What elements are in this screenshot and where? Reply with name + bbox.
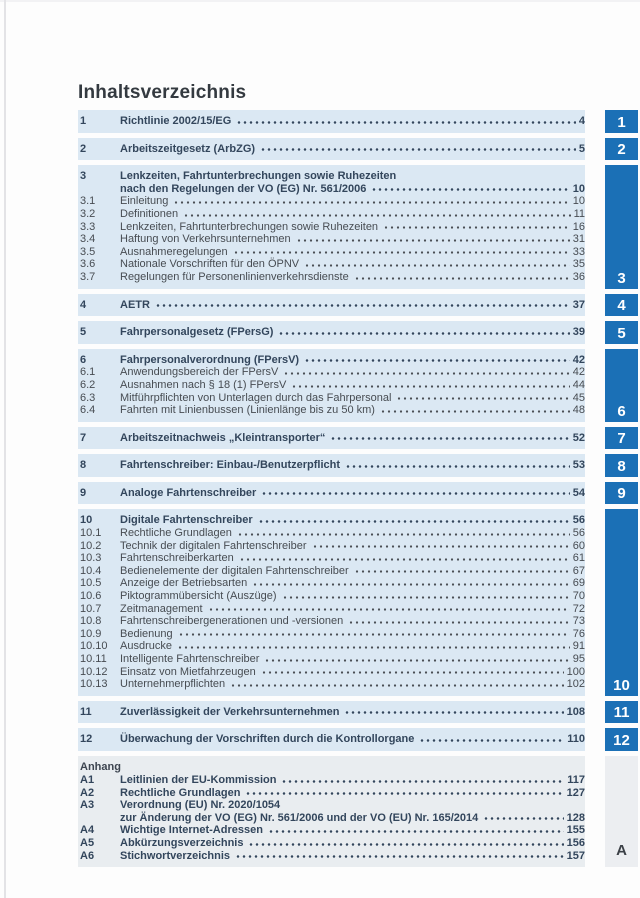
dot-leader [330, 433, 569, 443]
toc-block [78, 482, 626, 505]
chapter-tab: 9 [605, 482, 638, 505]
dot-leader [419, 735, 564, 745]
toc-blocks [78, 110, 630, 867]
page-number: 110 [567, 733, 585, 746]
toc-entry [78, 432, 585, 445]
toc-entry [78, 590, 585, 603]
page-number: 108 [566, 705, 585, 718]
chapter-tab: 7 [605, 427, 638, 450]
entry-number: 2 [80, 142, 87, 155]
entry-number: 10.12 [80, 665, 108, 678]
toc-block [78, 509, 630, 695]
entry-number: 10.13 [80, 678, 108, 691]
page-number: 61 [572, 552, 585, 565]
toc-entry [78, 299, 585, 312]
toc-entry [78, 603, 585, 616]
chapter-tab: 3 [605, 165, 638, 288]
dot-leader [282, 592, 570, 602]
entry-number: 10 [80, 514, 93, 527]
entry-title: Fahrtenschreiber: Einbau-/Benutzerpflicht [120, 459, 341, 472]
dot-leader [483, 813, 563, 823]
dot-leader [281, 776, 564, 786]
toc-entry [78, 366, 585, 379]
dot-leader [380, 406, 570, 416]
toc-entry [78, 774, 585, 787]
toc-entry [78, 733, 585, 746]
chapter-tab: 10 [605, 509, 638, 695]
entry-title: Anzeige der Betriebsarten [120, 577, 248, 590]
chapter-tab: 5 [605, 321, 638, 344]
entry-title: Ausnahmen nach § 18 (1) FPersV [120, 378, 287, 391]
page-number: 42 [572, 366, 585, 379]
entry-number: 3.5 [80, 245, 96, 258]
entry-title: Bedienung [120, 627, 173, 640]
entry-title: Fahrpersonalverordnung (FPersV) [120, 353, 300, 366]
entry-number: A4 [80, 824, 95, 837]
page-number: 102 [566, 678, 585, 691]
page-title: Inhaltsverzeichnis [78, 82, 247, 103]
toc-entry [78, 678, 585, 691]
dot-leader [283, 368, 569, 378]
entry-title: Lenkzeiten, Fahrtunterbrechungen sowie Ruhezeiten [120, 220, 379, 233]
entry-number: 6.3 [80, 391, 96, 404]
entry-number: 3.3 [80, 220, 96, 233]
page-number: 53 [572, 459, 585, 472]
toc-entry [78, 258, 585, 271]
toc-block [78, 294, 626, 317]
dot-leader [235, 851, 564, 861]
toc-block [78, 165, 626, 288]
toc-block [78, 701, 630, 724]
entry-title: Richtlinie 2002/15/EG [120, 115, 232, 127]
entry-number: 3.4 [80, 233, 96, 246]
toc-entry [78, 527, 585, 540]
dot-leader [278, 328, 569, 338]
entry-title: Verordnung (EU) Nr. 2020/1054 [120, 799, 281, 812]
chapter-tab: 8 [605, 454, 638, 477]
entry-title: Definitionen [120, 207, 179, 220]
toc-entry [78, 271, 585, 284]
toc-entry [78, 208, 585, 221]
entry-title: Zeitmanagement [120, 602, 203, 615]
entry-title: Bedienelemente der digitalen Fahrtenschreiber [120, 564, 349, 577]
page-number: 33 [572, 245, 585, 258]
entry-number: 10.1 [80, 527, 102, 540]
toc-entry [78, 170, 585, 183]
page-number: 157 [566, 849, 585, 862]
toc-block [78, 728, 630, 751]
entry-title: Unternehmerpflichten [120, 678, 226, 691]
toc-entry [78, 706, 585, 719]
toc-entry [78, 326, 585, 339]
page-number: 95 [572, 653, 585, 665]
dot-leader [261, 488, 569, 498]
dot-leader [296, 235, 570, 245]
toc-entry [78, 143, 585, 156]
page-number: 10 [572, 195, 585, 208]
chapter-tab: 1 [605, 110, 638, 133]
toc-entry [78, 246, 585, 259]
entry-number: 7 [80, 431, 87, 444]
page-number: 127 [566, 786, 585, 799]
toc-entry [78, 459, 585, 472]
toc-entry [78, 850, 585, 863]
entry-title: Technik der digitalen Fahrtenschreiber [120, 539, 307, 552]
entry-title: Überwachung der Vorschriften durch die Kontrollorgane [120, 733, 415, 746]
entry-number: 10.7 [80, 602, 102, 615]
entry-number: A3 [80, 799, 95, 812]
toc-content [78, 82, 630, 872]
toc-entry [78, 787, 585, 800]
page-number: 4 [578, 115, 585, 127]
toc-entry [78, 577, 585, 590]
entry-title: Piktogrammübersicht (Auszüge) [120, 590, 277, 603]
chapter-tab: 12 [605, 728, 638, 751]
entry-title: Lenkzeiten, Fahrtunterbrechungen sowie Ruhezeiten [120, 170, 397, 183]
chapter-tab: 11 [605, 701, 638, 724]
dot-leader [264, 655, 569, 665]
entry-number: 3.1 [80, 195, 96, 208]
page-number: 10 [572, 182, 585, 195]
entry-number: 10.8 [80, 615, 102, 628]
toc-entry [78, 221, 585, 234]
entry-title: Digitale Fahrtenschreiber [120, 514, 253, 527]
dot-leader [344, 707, 563, 717]
entry-number: 10.4 [80, 564, 102, 577]
page-number: 16 [572, 220, 585, 233]
toc-entry [78, 195, 585, 208]
dot-leader [258, 516, 570, 526]
entry-number: 10.2 [80, 539, 102, 552]
entry-number: 8 [80, 459, 87, 472]
dot-leader [260, 144, 576, 154]
entry-number: A1 [80, 773, 95, 786]
entry-number: 1 [80, 115, 87, 127]
entry-title: AETR [120, 298, 150, 311]
page-number: 128 [566, 811, 585, 824]
toc-entry [78, 824, 585, 837]
entry-title: Einleitung [120, 195, 169, 208]
toc-entry [78, 615, 585, 628]
toc-entry [78, 233, 585, 246]
entry-number-spacer [78, 812, 120, 825]
entry-title: Fahrtenschreiberkarten [120, 552, 234, 565]
entry-number: 10.9 [80, 627, 102, 640]
toc-block [78, 756, 627, 867]
page-number: 36 [572, 270, 585, 283]
toc-entry [78, 552, 585, 565]
page-number: 45 [572, 391, 585, 404]
page-number: 156 [566, 836, 585, 849]
dot-leader [354, 566, 570, 576]
dot-leader [348, 617, 570, 627]
entry-number: 6.4 [80, 404, 96, 417]
page-number: 44 [572, 378, 585, 391]
entry-number: 6 [80, 353, 87, 366]
page-number: 117 [567, 773, 585, 786]
entry-title: Fahrtenschreibergenerationen und -versionen [120, 615, 344, 628]
entry-title-line2: nach den Regelungen der VO (EG) Nr. 561/2006 [120, 182, 367, 195]
entry-title: Zuverlässigkeit der Verkehrsunternehmen [120, 705, 340, 718]
entry-number: 12 [80, 733, 93, 746]
page-number: 100 [566, 665, 585, 678]
page-number: 91 [572, 640, 585, 653]
entry-title: Intelligente Fahrtenschreiber [120, 653, 260, 665]
entry-number: 5 [80, 326, 87, 339]
entry-title: Fahrten mit Linienbussen (Linienlänge bis zu 50 km) [120, 404, 375, 417]
dot-leader [183, 210, 570, 220]
chapter-tab: 4 [605, 294, 638, 317]
dot-leader [173, 197, 569, 207]
entry-title: Analoge Fahrtenschreiber [120, 486, 257, 499]
toc-block [78, 138, 626, 161]
dot-leader [230, 680, 563, 690]
dot-leader [396, 393, 569, 403]
toc-entry [78, 115, 585, 128]
entry-number: 3 [80, 170, 87, 183]
dot-leader [248, 839, 563, 849]
entry-number-spacer [78, 183, 120, 196]
dot-leader [354, 273, 570, 283]
toc-entry-continued [78, 183, 585, 196]
page-number: 31 [572, 233, 585, 246]
entry-number: 10.3 [80, 552, 102, 565]
dot-leader [261, 667, 564, 677]
dot-leader [371, 184, 569, 194]
entry-number: 10.6 [80, 590, 102, 603]
scan-edge-artifact [0, 0, 640, 2]
toc-block [78, 349, 626, 422]
toc-entry [78, 640, 585, 653]
page-number: 37 [572, 298, 585, 311]
dot-leader [245, 788, 563, 798]
page-number: 70 [572, 590, 585, 603]
appendix-tab: A [605, 756, 638, 867]
dot-leader [177, 642, 570, 652]
dot-leader [312, 541, 570, 551]
entry-title: Ausnahmeregelungen [120, 245, 228, 258]
entry-number: 3.7 [80, 270, 96, 283]
entry-title: Anwendungsbereich der FPersV [120, 366, 279, 379]
dot-leader [208, 604, 570, 614]
entry-number: 9 [80, 486, 87, 499]
chapter-tab: 2 [605, 138, 638, 161]
toc-entry [78, 392, 585, 405]
chapter-tab: 6 [605, 349, 638, 422]
toc-block [78, 454, 626, 477]
page-number: 42 [572, 353, 585, 366]
entry-number: 10.11 [80, 653, 107, 665]
appendix-label: Anhang [80, 760, 121, 773]
entry-number: 3.2 [80, 207, 96, 220]
page-number: 35 [572, 258, 585, 271]
dot-leader [155, 300, 570, 310]
entry-number: 6.1 [80, 366, 96, 379]
entry-number: 11 [80, 705, 92, 718]
toc-entry [78, 628, 585, 641]
entry-title: Haftung von Verkehrsunternehmen [120, 233, 291, 246]
dot-leader [233, 247, 570, 257]
dot-leader [239, 554, 570, 564]
toc-block [78, 110, 626, 133]
entry-title: Einsatz von Mietfahrzeugen [120, 665, 256, 678]
entry-title: Rechtliche Grundlagen [120, 786, 241, 799]
toc-entry [78, 837, 585, 850]
dot-leader [291, 381, 569, 391]
dot-leader [252, 579, 570, 589]
entry-title: Ausdrucke [120, 640, 172, 653]
toc-entry [78, 379, 585, 392]
page-number: 39 [572, 326, 585, 339]
entry-title: Regelungen für Personenlinienverkehrsdienste [120, 270, 349, 283]
page-number: 54 [572, 486, 585, 499]
entry-title: Arbeitszeitgesetz (ArbZG) [120, 142, 256, 155]
toc-entry [78, 514, 585, 527]
entry-title-line2: zur Änderung der VO (EG) Nr. 561/2006 und der VO (EU) Nr. 165/2014 [120, 811, 479, 824]
page-number: 48 [572, 404, 585, 417]
dot-leader [345, 461, 570, 471]
entry-number: 6.2 [80, 378, 96, 391]
entry-title: Fahrpersonalgesetz (FPersG) [120, 326, 274, 339]
scan-edge-artifact [4, 0, 6, 898]
entry-title: Leitlinien der EU-Kommission [120, 773, 277, 786]
page-number: 60 [572, 539, 585, 552]
toc-entry-continued [78, 812, 585, 825]
entry-number: 3.6 [80, 258, 96, 271]
toc-entry [78, 799, 585, 812]
dot-leader [178, 629, 570, 639]
entry-title: Arbeitszeitnachweis „Kleintransporter“ [120, 431, 326, 444]
dot-leader [383, 222, 570, 232]
page-number: 76 [572, 627, 585, 640]
page-number: 69 [572, 577, 585, 590]
toc-entry [78, 540, 585, 553]
entry-title: Nationale Vorschriften für den ÖPNV [120, 258, 300, 271]
dot-leader [237, 529, 570, 539]
toc-block [78, 321, 626, 344]
entry-title: Mitführpflichten von Unterlagen durch das Fahrpersonal [120, 391, 392, 404]
page-number: 52 [572, 431, 585, 444]
page-number: 11 [573, 207, 585, 220]
toc-entry [78, 565, 585, 578]
entry-number: 4 [80, 298, 87, 311]
toc-entry [78, 666, 585, 679]
entry-number: A2 [80, 786, 95, 799]
toc-block [78, 427, 626, 450]
entry-title: Abkürzungsverzeichnis [120, 836, 244, 849]
entry-title: Stichwortverzeichnis [120, 849, 231, 862]
toc-entry [78, 354, 585, 367]
dot-leader [268, 826, 564, 836]
page-number: 56 [572, 527, 585, 540]
dot-leader [236, 117, 576, 127]
page-number: 72 [572, 602, 585, 615]
entry-title: Wichtige Internet-Adressen [120, 824, 263, 837]
entry-number: 10.5 [80, 577, 102, 590]
entry-number: A5 [80, 836, 95, 849]
toc-entry [78, 404, 585, 417]
page-number: 5 [578, 142, 585, 155]
page-number: 67 [572, 564, 585, 577]
dot-leader [304, 260, 570, 270]
page-number: 155 [566, 824, 585, 837]
entry-number: 10.10 [80, 640, 108, 653]
entry-title: Rechtliche Grundlagen [120, 527, 232, 540]
toc-entry [78, 653, 585, 666]
dot-leader [304, 355, 570, 365]
page-number: 73 [572, 615, 585, 628]
toc-entry [78, 487, 585, 500]
page-number: 56 [572, 514, 585, 527]
entry-number: A6 [80, 849, 95, 862]
